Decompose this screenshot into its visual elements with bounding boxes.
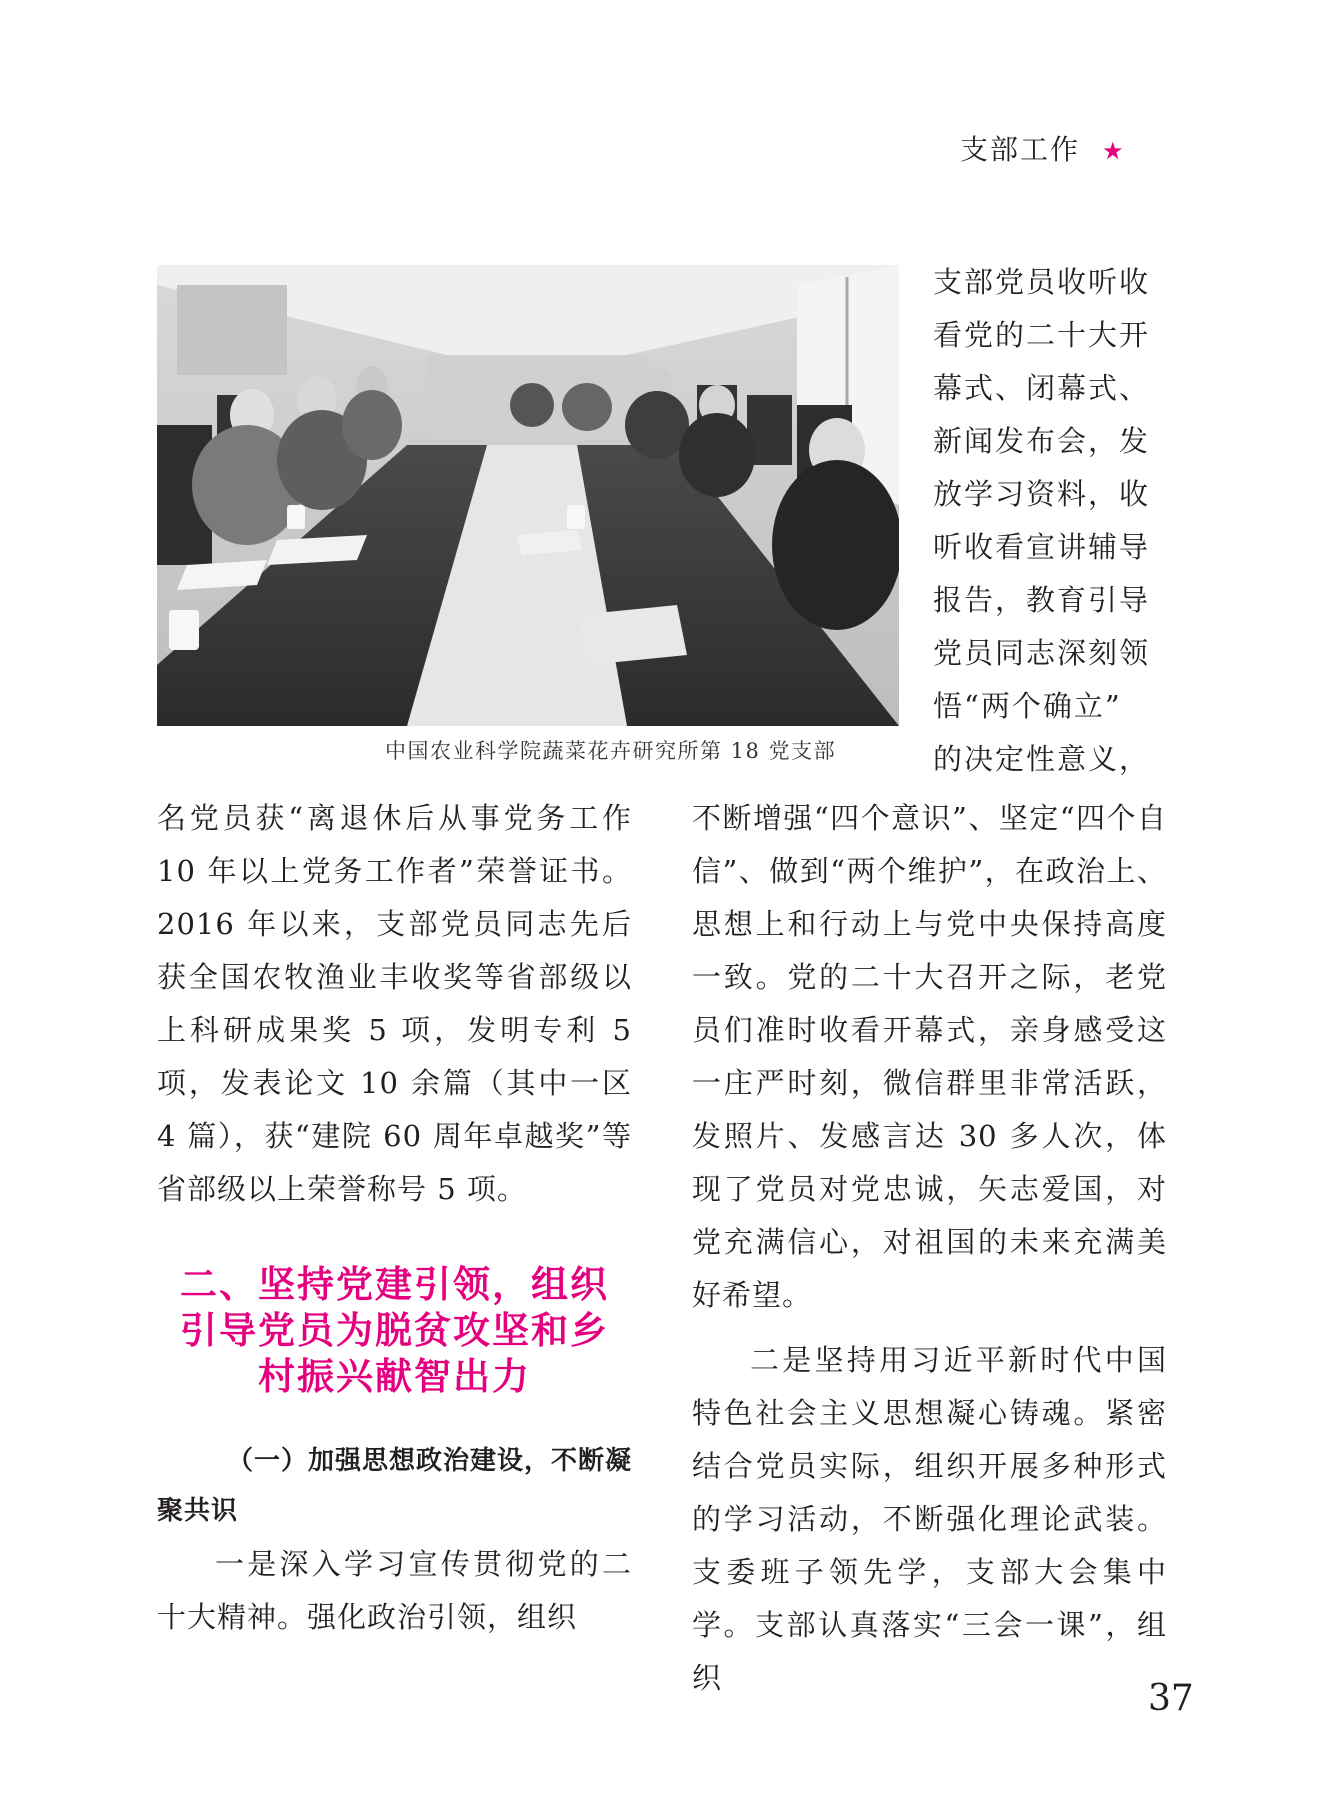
side-column	[933, 256, 1165, 786]
subheading: （一）加强思想政治建设，不断凝聚共识	[157, 1446, 633, 1526]
side-line: 新闻发布会，发	[933, 424, 1151, 458]
page-number: 37	[1148, 1678, 1194, 1719]
left-column	[157, 792, 632, 1216]
section-heading	[157, 1262, 632, 1400]
side-line: 的决定性意义，	[933, 742, 1151, 776]
side-line: 支部党员收听收	[933, 265, 1151, 299]
side-line: 幕式、闭幕式、	[933, 371, 1151, 405]
left-paragraph: 名党员获“离退休后从事党务工作 10 年以上党务工作者”荣誉证书。2016 年以来，支部党员同志先后获全国农牧渔业丰收奖等省部级以上科研成果奖 5 项，发明专利 5 项，发表论文 10 余篇（其中一区 4 篇），获“建院 60 周年卓越奖”等省部级以上荣誉称号 5 项。	[157, 801, 632, 1206]
heading-line: 村振兴献智出力	[258, 1355, 531, 1398]
star-icon: ★	[1102, 137, 1126, 165]
photo-caption: 中国农业科学院蔬菜花卉研究所第 18 党支部	[385, 739, 837, 763]
section-title: 支部工作	[960, 133, 1081, 166]
heading-line: 二、坚持党建引领，组织	[180, 1263, 609, 1306]
side-line: 报告，教育引导	[933, 583, 1151, 617]
side-line: 党员同志深刻领	[933, 636, 1151, 670]
side-line: 看党的二十大开	[933, 318, 1151, 352]
right-paragraph-1: 不断增强“四个意识”、坚定“四个自信”、做到“两个维护”，在政治上、思想上和行动上与党中央保持高度一致。党的二十大召开之际，老党员们准时收看开幕式，亲身感受这一庄严时刻，微信群里非常活跃，发照片、发感言达 30 多人次，体现了党员对党忠诚，矢志爱国，对党充满信心，对祖国的未来充满美好希望。	[692, 801, 1167, 1312]
right-paragraph-2: 二是坚持用习近平新时代中国特色社会主义思想凝心铸魂。紧密结合党员实际，组织开展多种形式的学习活动，不断强化理论武装。支委班子领先学，支部大会集中学。支部认真落实“三会一课”，组织	[692, 1343, 1167, 1695]
running-header	[960, 128, 1126, 168]
meeting-photo	[157, 265, 899, 726]
heading-line: 引导党员为脱贫攻坚和乡	[180, 1309, 609, 1352]
left-tail	[157, 1538, 632, 1644]
side-line: 放学习资料，收	[933, 477, 1151, 511]
right-column	[692, 792, 1167, 1705]
side-line: 悟“两个确立”	[933, 689, 1122, 723]
left-tail-paragraph: 一是深入学习宣传贯彻党的二十大精神。强化政治引领，组织	[157, 1547, 632, 1634]
side-line: 听收看宣讲辅导	[933, 530, 1151, 564]
